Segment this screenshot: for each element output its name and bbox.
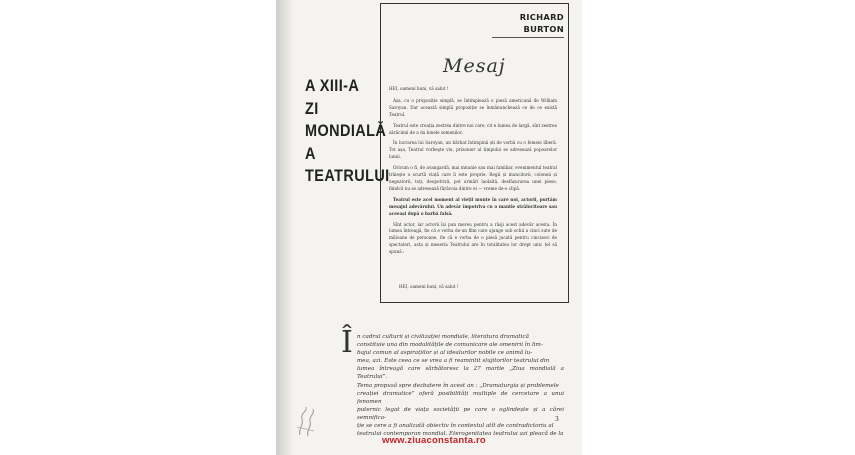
intro-line: puternic legat de viața societății pe care o oglindește și a cărei semnifica-	[357, 406, 564, 421]
intro-line: n cadrul culturii și civilizației mondiale, literatura dramatică	[357, 334, 529, 340]
heading-line: TEATRULUI	[305, 166, 390, 185]
heading-line: A XIII-A	[305, 76, 360, 95]
page-number: 3	[555, 416, 559, 423]
message-paragraph: Teatrul este creația zestrea dintre noi care, cit e lumea de largă, sînt zestrea sărăcimii de a da binele semenilor.	[389, 122, 557, 135]
heading-line: A	[305, 143, 316, 163]
intro-line: lumea întreagă care sărbătoresc la 27 martie „Ziua mondială a Teatrului”.	[357, 366, 564, 381]
intro-line: Tema propusă spre dezbatere în acest an : „Dramaturgia și problemele	[357, 382, 559, 389]
message-greeting: HEI, oameni buni, vă salut !	[389, 86, 449, 91]
article-heading	[305, 75, 390, 188]
intro-line: creației dramatice” oferă posibilități multiple de cercetare a unui fenomen	[357, 390, 564, 405]
message-body	[389, 86, 557, 260]
message-paragraph: Oricum o fi, de avangardă, mai mnunie sau mai familiar, evenimentul teatral trăieşte o scurtă viață care îi este proprie. Regii și muncitorii, coloneii și negustorii, toți, deopotrivă, pot urmări laolaltă, desfășurarea unei piese, fiindcă nu se adresează fărăvoia dintre ei — vreme de-o clipă.	[389, 165, 557, 191]
intro-line: ție se cere a fi analizată obiectiv în contextul atît de contradictoriu al	[357, 423, 554, 430]
page-gutter-shadow	[276, 0, 294, 455]
message-paragraph: Așa, cu o propoziție simplă, se întimplează o piesă americană de William Saroyan. Dar această simplă propoziție se înmănunchează ce de ce există Teatrul.	[389, 97, 557, 117]
heading-line: ZI	[305, 98, 319, 118]
intro-line: constituie una din modalitățile de comunicare ale omenirii în lim-	[357, 342, 543, 349]
intro-line: mea, azi. Este ceea ce se vrea a fi reamintit slujitorilor teatrului din	[357, 358, 550, 365]
message-paragraph: Teatrul este acel moment al vieții munte în care noi, actorii, purtăm mesajul adevărului. Un adevăr împotriva cu o mantie strălucitoare sau aceeași după o barbă falsă.	[389, 196, 557, 216]
intro-text	[357, 333, 564, 438]
intro-line: bajul comun al aspirațiilor și al idealurilor nobile ce animă lu-	[357, 350, 533, 357]
intro-line: teatrului contemporan mondial. Eterogenitatea teatrului azi pleacă de la	[357, 431, 564, 438]
message-title: Mesaj	[443, 55, 506, 77]
message-paragraph: În lucrarea lui Saroyan, un bărbat întimpină ști de vorbă cu o femeie liberă. Tot așa, Teatrul vorbeşte viu, prizonier al timpului se adresează popoarelor lumii.	[389, 140, 557, 160]
handwritten-signature	[294, 405, 320, 439]
author-first-name: RICHARD	[519, 12, 564, 22]
heading-line: MONDIALĂ	[305, 121, 387, 140]
message-paragraph: Sînt actor, iar actorii își pun mereu pentru a răsji acest adevăr acesta. În lumea întreagă, fie că e vorba de-un film care ajunge sub ochii a cinci sute de milioane de persoane, fie că e vorba de o piesă jucată pentru cincizeci de spectatori, asta și meseria Teatrului are în totalitatea lor drept unic țel să spună :	[389, 221, 557, 255]
watermark-link[interactable]: www.ziuaconstanta.ro	[382, 435, 486, 446]
author-last-name: BURTON	[523, 24, 564, 34]
intro-dropcap: Î	[341, 325, 353, 360]
message-closing: HEI, oameni buni, vă salut !	[399, 284, 459, 289]
